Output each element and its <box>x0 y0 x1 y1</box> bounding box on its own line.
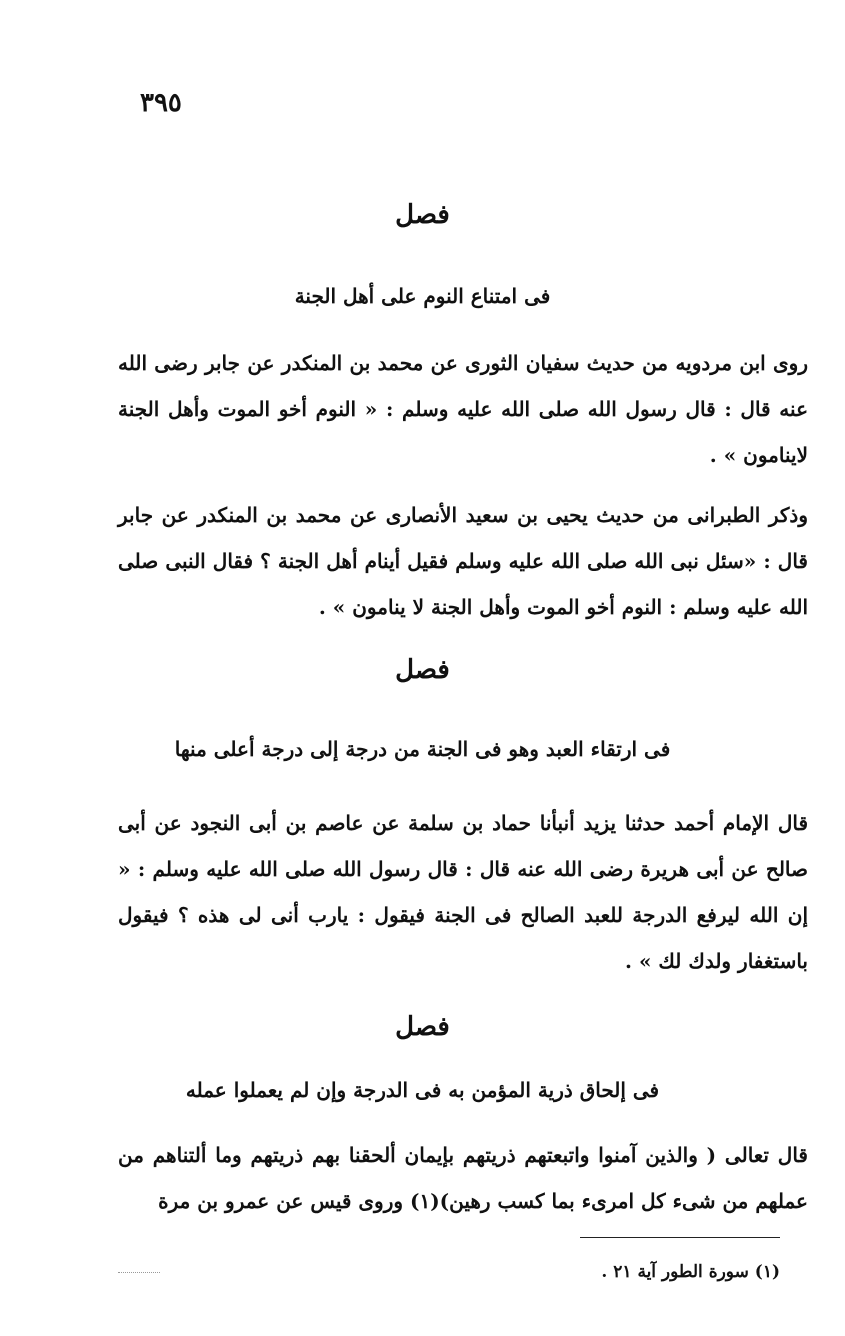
paragraph: وذكر الطبرانى من حديث يحيى بن سعيد الأنصارى عن محمد بن المنكدر عن جابر قال : «سئل نبى الله صلى الله عليه وسلم فقيل أينام أهل الجنة ؟ فقال النبى صلى الله عليه وسلم : النوم أخو الموت وأهل الجنة لا ينامون » . <box>118 503 808 619</box>
section-subheading: فى ارتقاء العبد وهو فى الجنة من درجة إلى درجة أعلى منها <box>174 737 671 761</box>
paragraph: قال الإمام أحمد حدثنا يزيد أنبأنا حماد بن سلمة عن عاصم بن أبى النجود عن أبى صالح عن أبى هريرة رضى الله عنه قال : قال رسول الله صلى الله عليه وسلم : « إن الله ليرفع الدرجة للعبد الصالح فى الجنة فيقول : يارب أنى لى هذه ؟ فيقول باستغفار ولدك لك » . <box>118 811 808 973</box>
section-subheading: فى إلحاق ذرية المؤمن به فى الدرجة وإن لم يعملوا عمله <box>185 1078 660 1102</box>
section-heading: فصل <box>395 200 450 230</box>
section-subheading: فى امتناع النوم على أهل الجنة <box>294 284 551 308</box>
footnote: (١) سورة الطور آية ٢١ . <box>601 1262 780 1282</box>
page-number: ٣٩٥ <box>140 88 182 118</box>
section-heading: فصل <box>395 655 450 685</box>
paragraph: قال تعالى ( والذين آمنوا واتبعتهم ذريتهم بإيمان ألحقنا بهم ذريتهم وما ألتناهم من عملهم من شىء كل امرىء بما كسب رهين)(١) وروى قيس عن عمرو بن مرة <box>118 1143 808 1213</box>
footnote-divider <box>580 1237 780 1238</box>
section-heading: فصل <box>395 1012 450 1042</box>
scan-mark <box>118 1272 160 1274</box>
paragraph: روى ابن مردويه من حديث سفيان الثورى عن محمد بن المنكدر عن جابر رضى الله عنه قال : قال رسول الله صلى الله عليه وسلم : « النوم أخو الموت وأهل الجنة لاينامون » . <box>118 351 808 467</box>
